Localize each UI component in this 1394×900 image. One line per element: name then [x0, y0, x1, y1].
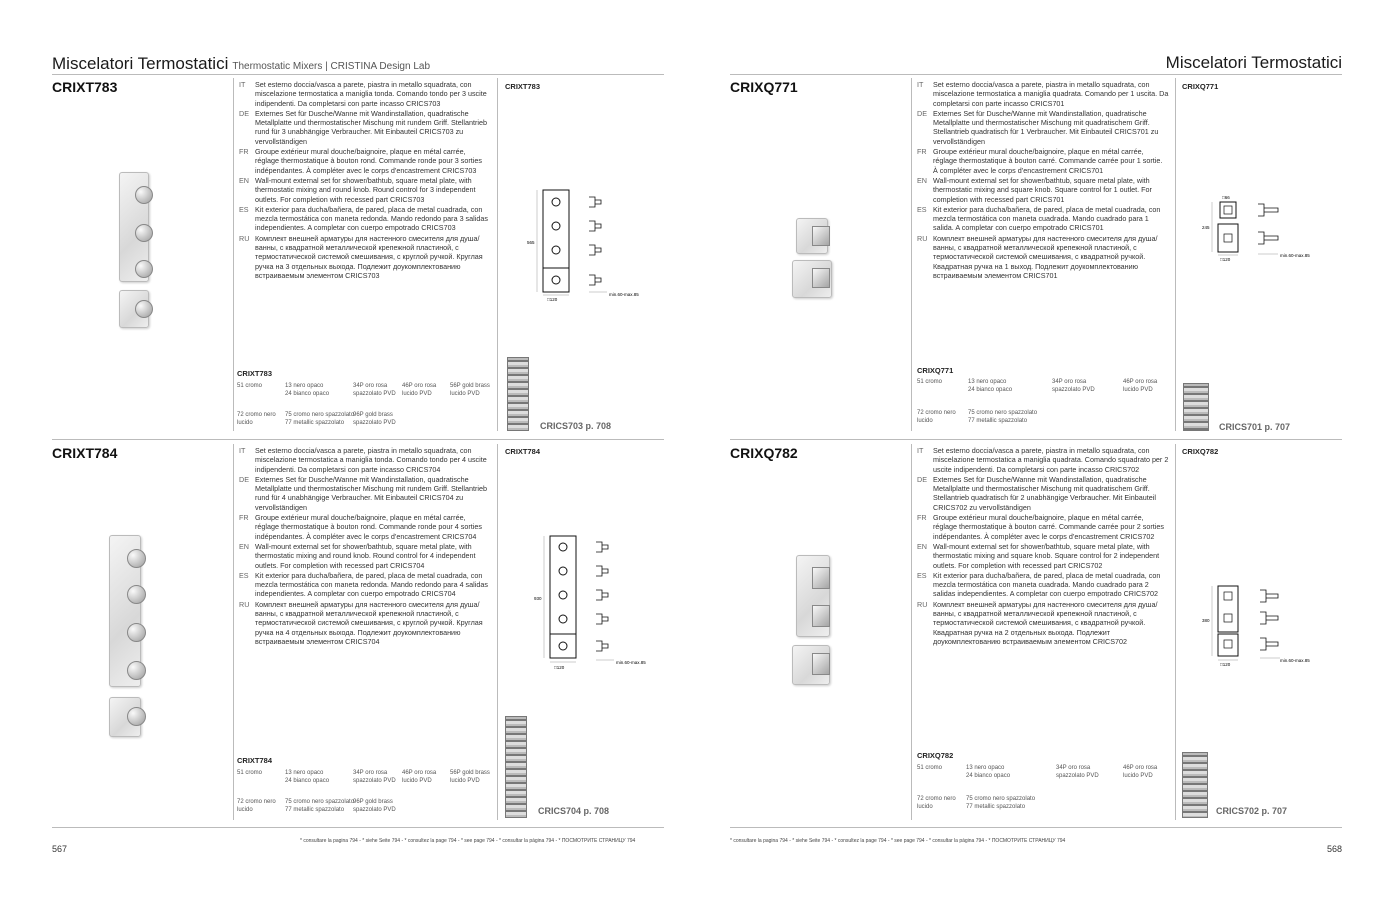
finish-option: 46P oro rosa lucido PVD	[402, 770, 437, 784]
dim-depth: min.60-max.85	[609, 292, 639, 297]
product-image-crixq771	[790, 218, 840, 298]
finish-option: 51 cromo	[237, 383, 263, 389]
finish-option: 72 cromo nero lucido	[917, 410, 956, 424]
dim-height: 380	[1202, 618, 1210, 623]
technical-drawing-crixq782	[1200, 580, 1330, 670]
product-code: CRIXQ782	[730, 445, 798, 461]
finish-option: 96P gold brass spazzolato PVD	[353, 412, 396, 426]
product-code: CRIXQ771	[730, 79, 798, 95]
column-rule	[233, 78, 234, 431]
column-rule	[1175, 78, 1176, 431]
product-image-crixt784	[105, 535, 155, 740]
dim-width: □120	[1220, 257, 1231, 262]
finish-option: 46P oro rosa lucido PVD	[402, 383, 437, 397]
finish-option: 72 cromo nero lucido	[237, 799, 276, 813]
dim-width: □120	[1220, 662, 1231, 667]
finish-option: 34P oro rosa spazzolato PVD	[1056, 765, 1099, 779]
finish-option: 46P oro rosa lucido PVD	[1123, 379, 1158, 393]
finishes-title: CRIXT784	[237, 756, 273, 765]
finishes-title: CRIXQ782	[917, 751, 954, 760]
finish-option: 75 cromo nero spazzolato 77 metallic spazzolato	[966, 796, 1036, 810]
finish-option: 72 cromo nero lucido	[917, 796, 956, 810]
column-rule	[1175, 444, 1176, 820]
dim-top: □66	[1222, 195, 1230, 200]
recessed-part-thumbnail	[1182, 752, 1208, 818]
technical-drawing-crixq771	[1200, 192, 1330, 267]
recessed-part-link[interactable]: CRICS704 p. 708	[538, 806, 610, 816]
footer-note-right: * consultare la pagina 794 - * siehe Seite 794 - * consultez la page 794 - * see page 794 - * consultar la página 794 - * ПОСМОТРИТЕ СТРАНИЦУ 794	[730, 838, 1066, 844]
page-title-right: Miscelatori Termostatici	[1165, 53, 1342, 72]
footer-rule-right	[730, 827, 1342, 828]
finishes-title: CRIXT783	[237, 369, 273, 378]
column-rule	[497, 78, 498, 431]
drawing-code: CRIXQ782	[1182, 447, 1219, 456]
page-title-left: Miscelatori Termostatici	[52, 54, 229, 73]
finish-option: 13 nero opaco 24 bianco opaco	[968, 379, 1013, 393]
drawing-code: CRIXQ771	[1182, 82, 1219, 91]
finish-option: 13 nero opaco 24 bianco opaco	[285, 770, 330, 784]
finish-option: 34P oro rosa spazzolato PVD	[1052, 379, 1095, 393]
finish-option: 34P oro rosa spazzolato PVD	[353, 770, 396, 784]
finish-option: 56P gold brass lucido PVD	[450, 383, 490, 397]
page-subtitle-left: Thermostatic Mixers | CRISTINA Design Lab	[232, 61, 430, 72]
recessed-part-link[interactable]: CRICS703 p. 708	[540, 421, 612, 431]
product-code: CRIXT784	[52, 445, 118, 461]
drawing-code: CRIXT784	[505, 447, 541, 456]
section-rule-left	[52, 439, 664, 440]
footer-rule-left	[52, 827, 664, 828]
finish-option: 96P gold brass spazzolato PVD	[353, 799, 396, 813]
column-rule	[911, 444, 912, 820]
finish-option: 75 cromo nero spazzolato 77 metallic spazzolato	[285, 412, 355, 426]
product-image-crixq782	[790, 555, 840, 685]
page-number-left: 567	[52, 844, 68, 854]
section-rule-right	[730, 439, 1342, 440]
finishes-title: CRIXQ771	[917, 366, 954, 375]
product-description: IT Set esterno doccia/vasca a parete, piastra in metallo squadrata, con miscelazione termostatica a maniglia quadrata. Comando per 1 uscita. Da completarsi con parte incasso CRICS701 DE Externes Set für Dusche/Wanne mit Wandinstallation, quadratische Metallplatte und thermostatischer Mischung mit quadratischem Griff. Stellantrieb quadratisch für 1 Verbraucher. Mit Einbauteil CRICS701 zu vervollständigen FR Groupe extérieur mural douche/baignoire, plaque en métal carrée, réglage thermostatique à bouton carré. Commande carrée pour 1 sortie. À compléter avec le corps d’encastrement CRICS701 EN Wall-mount external set for shower/bathtub, square metal plate, with thermostatic mixing and square knob. Square control for 1 outlet. For completion with recessed part CRICS701 ES Kit exterior para ducha/bañera, de pared, placa de metal cuadrada, con mezcla termostática con maneta cuadrada. Mando cuadrado para 1 salida. A completar con cuerpo empotrado CRICS701 RU Комплект внешней арматуры для настенного смесителя для душа/ванны, с квадратной металлической крепежной пластиной, с термостатической системой смешивания, с квадратной ручкой. Квадратная ручка на 1 выход. Подлежит доукомплектованию встраиваемым элементом CRICS701	[917, 80, 1169, 280]
dim-height: 930	[534, 596, 542, 601]
product-description: IT Set esterno doccia/vasca a parete, piastra in metallo squadrata, con miscelazione termostatica a maniglia tonda. Comando tondo per 4 uscite indipendenti. Da completarsi con parte incasso CRICS704 DE Externes Set für Dusche/Wanne mit Wandinstallation, quadratische Metallplatte und thermostatischer Mischung mit rundem Griff. Stellantrieb rund für 4 unabhängige Verbraucher. Mit Einbauteil CRICS704 zu vervollständigen FR Groupe extérieur mural douche/baignoire, plaque en métal carrée, réglage thermostatique à bouton rond. Commande ronde pour 4 sorties indépendantes. À compléter avec le corps d’encastrement CRICS704 EN Wall-mount external set for shower/bathtub, square metal plate, with thermostatic mixing and round knob. Round control for 4 independent outlets. For completion with recessed part CRICS704 ES Kit exterior para ducha/bañera, de pared, placa de metal cuadrada, con mezcla termostática con maneta redonda. Mando redondo para 4 salidas independientes. A completar con cuerpo empotrado CRICS704 RU Комплект внешней арматуры для настенного смесителя для душа/ванны, с квадратной металлической крепежной пластиной, с термостатической системой смешивания, с круглой ручкой. Круглая ручка на 4 отдельных выхода. Подлежит доукомплектованию встраиваемым элементом CRICS704	[239, 446, 488, 646]
finish-option: 51 cromo	[917, 765, 943, 771]
page-header-left	[52, 54, 430, 74]
header-rule-left	[52, 74, 664, 75]
recessed-part-thumbnail	[505, 716, 527, 818]
dim-height: 565	[527, 240, 535, 245]
finish-option: 75 cromo nero spazzolato 77 metallic spazzolato	[285, 799, 355, 813]
product-description: IT Set esterno doccia/vasca a parete, piastra in metallo squadrata, con miscelazione termostatica a maniglia tonda. Comando tondo per 3 uscite indipendenti. Da completarsi con parte incasso CRICS703 DE Externes Set für Dusche/Wanne mit Wandinstallation, quadratische Metallplatte und thermostatischer Mischung mit rundem Griff. Stellantrieb rund für 3 unabhängige Verbraucher. Mit Einbauteil CRICS703 zu vervollständigen FR Groupe extérieur mural douche/baignoire, plaque en métal carrée, réglage thermostatique à bouton rond. Commande ronde pour 3 sorties indépendantes. À compléter avec le corps d’encastrement CRICS703 EN Wall-mount external set for shower/bathtub, square metal plate, with thermostatic mixing and round knob. Round control for 3 independent outlets. For completion with recessed part CRICS703 ES Kit exterior para ducha/bañera, de pared, placa de metal cuadrada, con mezcla termostática con maneta redonda. Mando redondo para 3 salidas independientes. A completar con cuerpo empotrado CRICS703 RU Комплект внешней арматуры для настенного смесителя для душа/ванны, с квадратной металлической крепежной пластиной, с термостатической системой смешивания, с круглой ручкой. Круглая ручка на 3 отдельных выхода. Подлежит доукомплектованию встраиваемым элементом CRICS703	[239, 80, 488, 280]
drawing-code: CRIXT783	[505, 82, 541, 91]
dim-depth: min.60-max.85	[616, 660, 646, 665]
finish-option: 51 cromo	[237, 770, 263, 776]
product-code: CRIXT783	[52, 79, 118, 95]
header-rule-right	[730, 74, 1342, 75]
finish-option: 13 nero opaco 24 bianco opaco	[285, 383, 330, 397]
product-description: IT Set esterno doccia/vasca a parete, piastra in metallo squadrata, con miscelazione termostatica a maniglia quadrata. Comando squadrato per 2 uscite indipendenti. Da completarsi con parte incasso CRICS702 DE Externes Set für Dusche/Wanne mit Wandinstallation, quadratische Metallplatte und thermostatischer Mischung mit quadratischem Griff. Stellantrieb quadratisch für 2 unabhängige Verbraucher. Mit Einbauteil CRICS702 zu vervollständigen FR Groupe extérieur mural douche/baignoire, plaque en métal carrée, réglage thermostatique à bouton carré. Commande carrée pour 2 sorties indépendantes. À compléter avec le corps d’encastrement CRICS702 EN Wall-mount external set for shower/bathtub, square metal plate, with thermostatic mixing and square knob. Square control for 2 independent outlets. For completion with recessed part CRICS702 ES Kit exterior para ducha/bañera, de pared, placa de metal cuadrada, con mezcla termostática con maneta cuadrada. Mando cuadrado para 2 salidas independientes. A completar con cuerpo empotrado CRICS702 RU Комплект внешней арматуры для настенного смесителя для душа/ванны, с квадратной металлической крепежной пластиной, с термостатической системой смешивания, с квадратной ручкой. Квадратная ручка на 2 отдельных выхода. Подлежит доукомплектованию встраиваемым элементом CRICS702	[917, 446, 1169, 646]
dim-depth: min.60-max.85	[1280, 658, 1310, 663]
recessed-part-thumbnail	[507, 357, 529, 431]
recessed-part-link[interactable]: CRICS702 p. 707	[1216, 806, 1288, 816]
page-number-right: 568	[1326, 844, 1342, 854]
dim-width: □120	[554, 665, 565, 670]
finish-option: 72 cromo nero lucido	[237, 412, 276, 426]
column-rule	[911, 78, 912, 431]
finish-option: 51 cromo	[917, 379, 943, 385]
finish-option: 13 nero opaco 24 bianco opaco	[966, 765, 1011, 779]
finish-option: 56P gold brass lucido PVD	[450, 770, 490, 784]
recessed-part-link[interactable]: CRICS701 p. 707	[1219, 422, 1291, 432]
product-image-crixt783	[115, 172, 160, 334]
recessed-part-thumbnail	[1183, 383, 1209, 431]
finish-option: 75 cromo nero spazzolato 77 metallic spazzolato	[968, 410, 1038, 424]
footer-note-left: * consultare la pagina 794 - * siehe Seite 794 - * consultez la page 794 - * see page 794 - * consultar la página 794 - * ПОСМОТРИТЕ СТРАНИЦУ 794	[300, 838, 636, 844]
finish-option: 34P oro rosa spazzolato PVD	[353, 383, 396, 397]
dim-height: 245	[1202, 225, 1210, 230]
technical-drawing-crixt783	[525, 180, 655, 305]
dim-width: □120	[547, 297, 558, 302]
dim-depth: min.60-max.85	[1280, 253, 1310, 258]
column-rule	[497, 444, 498, 820]
finish-option: 46P oro rosa lucido PVD	[1123, 765, 1158, 779]
column-rule	[233, 444, 234, 820]
technical-drawing-crixt784	[530, 530, 660, 675]
